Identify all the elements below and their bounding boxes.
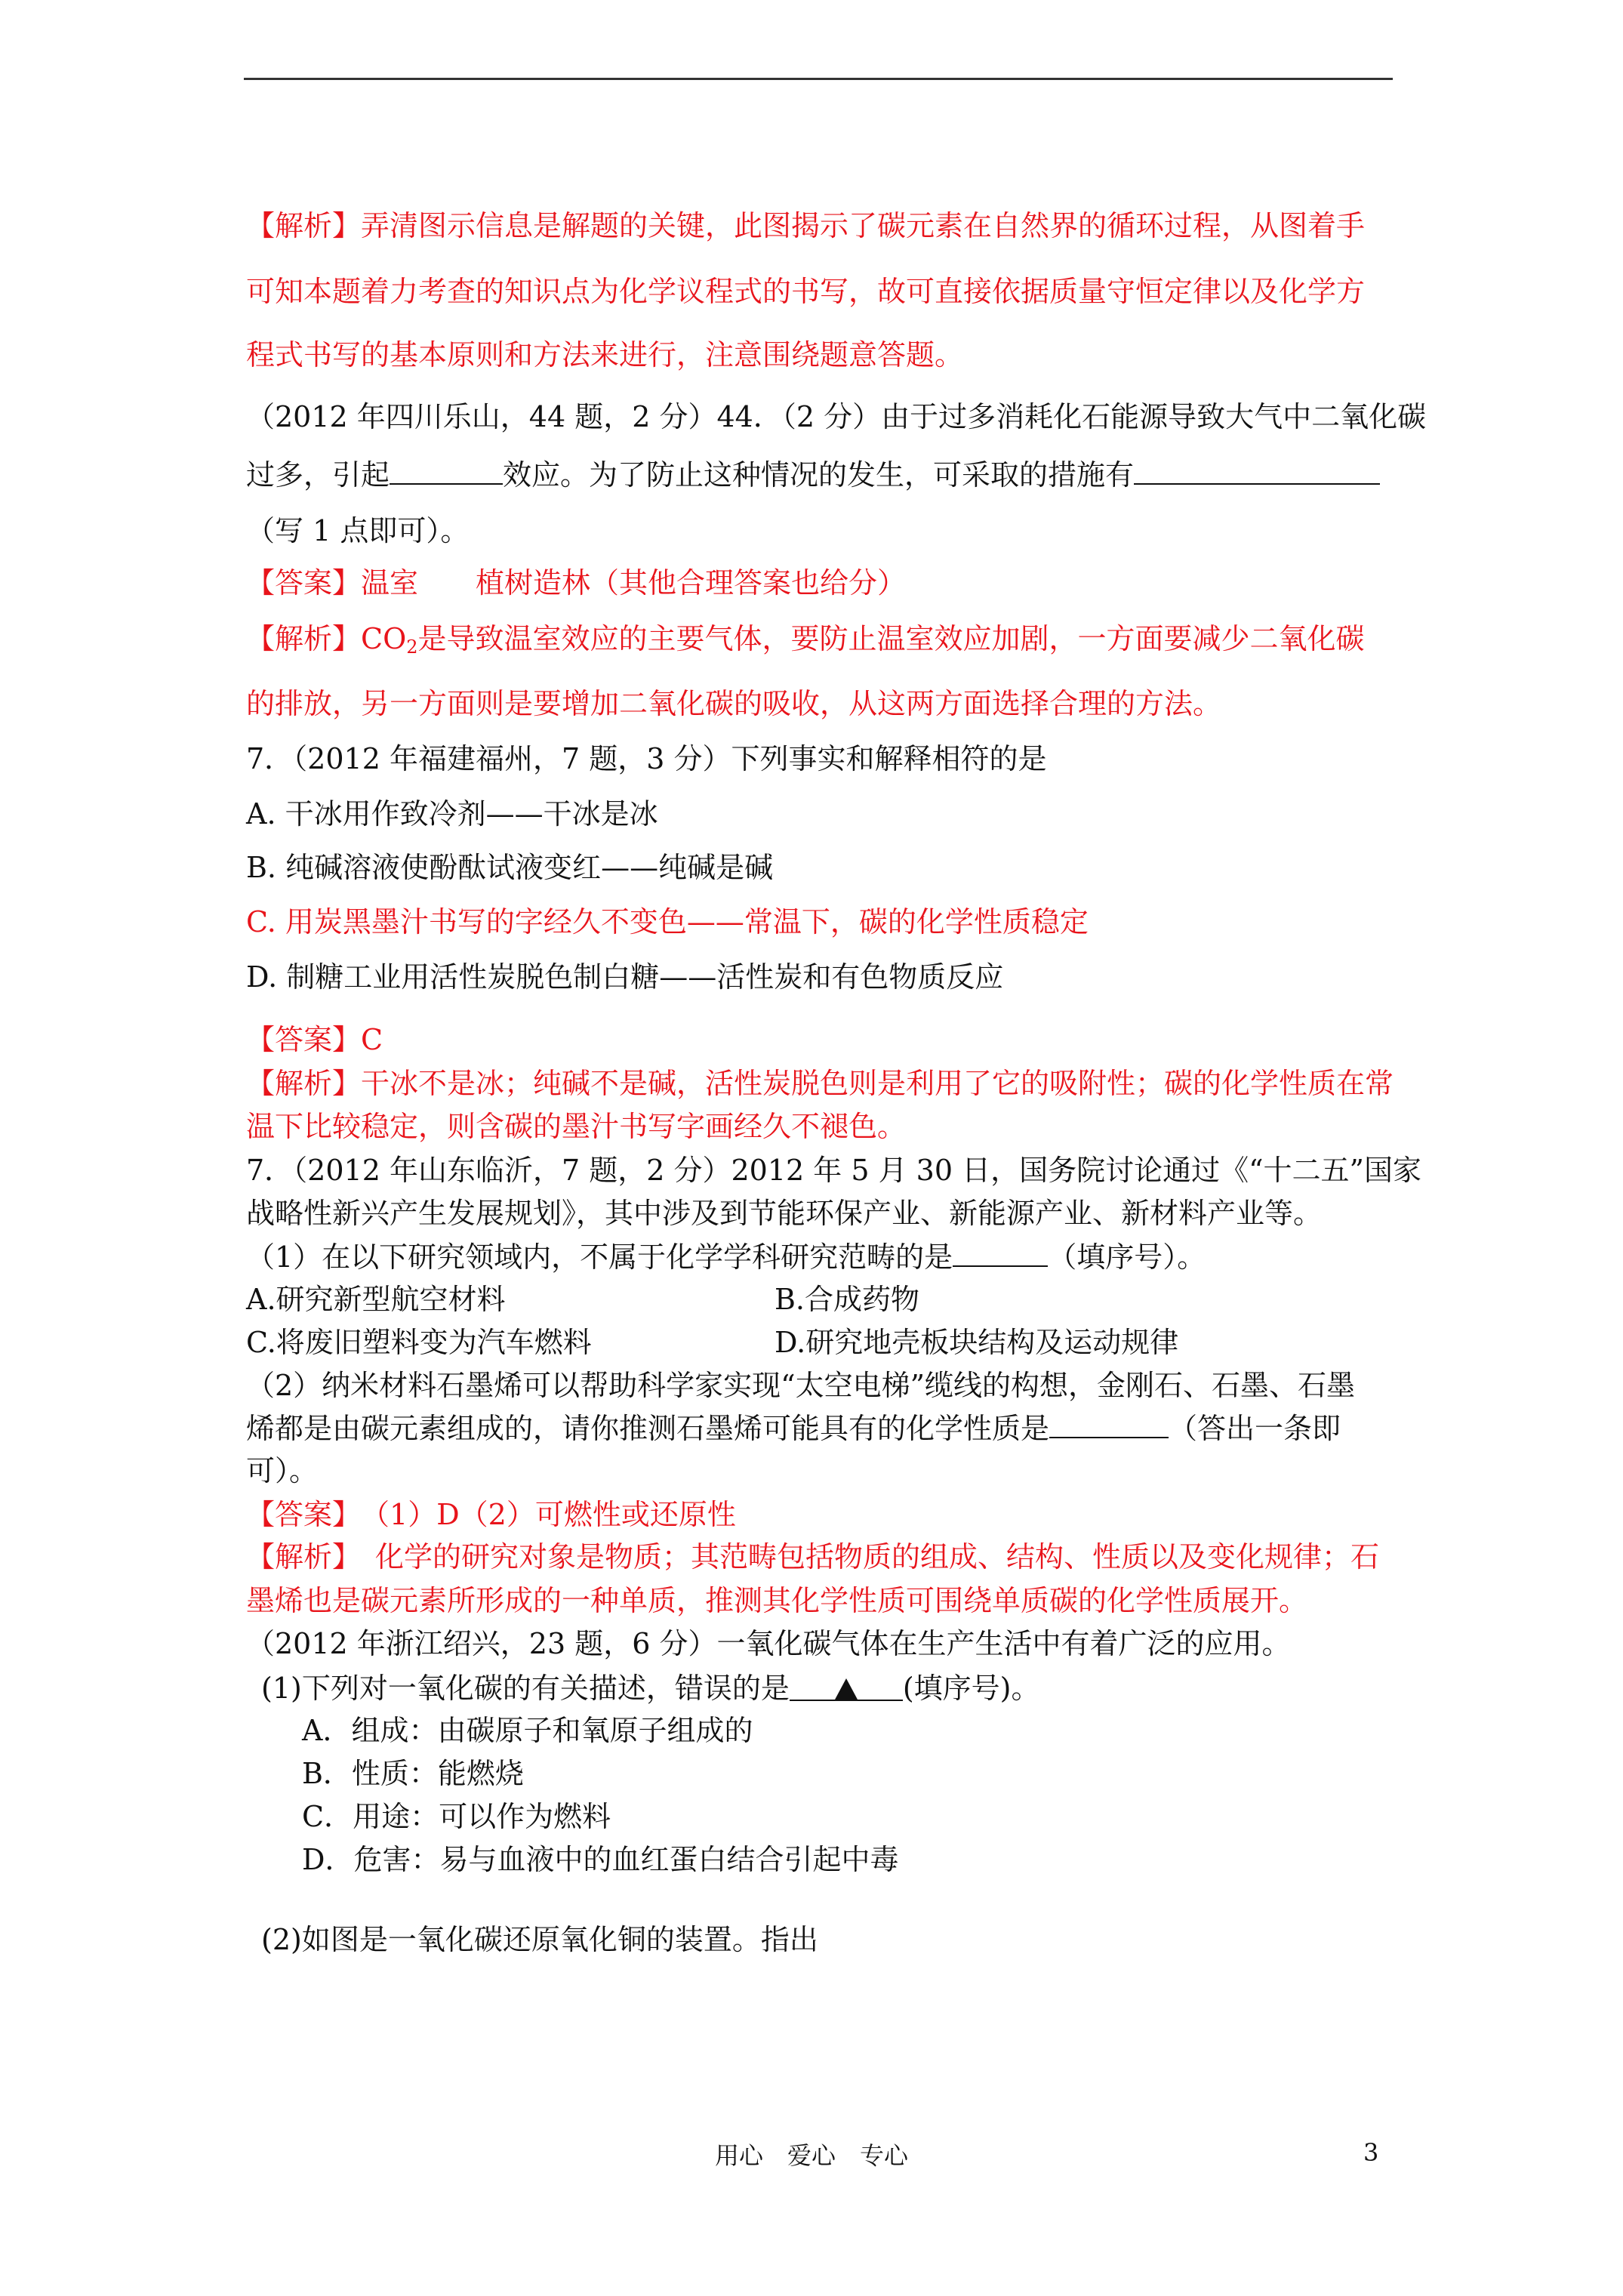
answer-blank-4 [1049,1411,1169,1438]
shaoxing-question-stem: （2012 年浙江绍兴，23 题，6 分）一氧化碳气体在生产生活中有着广泛的应用。 [246,1627,1291,1660]
page-number: 3 [1363,2138,1379,2167]
fuzhou-option-a: A. 干冰用作致冷剂——干冰是冰 [246,797,658,831]
linyi-subquestion-2-line-1: （2）纳米材料石墨烯可以帮助科学家实现“太空电梯”缆线的构想，金刚石、石墨、石墨 [246,1369,1356,1402]
answer-blank-5 [790,1671,903,1701]
shaoxing-option-d: D．危害：易与血液中的血红蛋白结合引起中毒 [302,1843,899,1876]
fuzhou-option-d: D. 制糖工业用活性炭脱色制白糖——活性炭和有色物质反应 [246,960,1004,994]
analysis-1-line-3: 程式书写的基本原则和方法来进行，注意围绕题意答题。 [246,338,964,371]
linyi-subquestion-2-line-2: 烯都是由碳元素组成的，请你推测石墨烯可能具有的化学性质是 （答出一条即 [246,1412,1341,1445]
answer-blank-3 [953,1240,1048,1267]
triangle-up-icon [835,1678,858,1700]
linyi-question-stem-2: 战略性新兴产生发展规划》，其中涉及到节能环保产业、新能源产业、新材料产业等。 [246,1197,1323,1230]
linyi-option-d: D.研究地壳板块结构及运动规律 [775,1326,1179,1359]
fuzhou-answer: 【答案】C [246,1023,383,1056]
shaoxing-option-c: C．用途：可以作为燃料 [302,1800,611,1833]
linyi-analysis-line-1: 【解析】 化学的研究对象是物质；其范畴包括物质的组成、结构、性质以及变化规律；石 [246,1540,1380,1573]
answer-blank-1 [390,458,503,485]
shaoxing-option-a: A．组成：由碳原子和氧原子组成的 [302,1714,753,1747]
fuzhou-analysis-line-2: 温下比较稳定，则含碳的墨汁书写字画经久不褪色。 [246,1110,907,1143]
linyi-analysis-line-2: 墨烯也是碳元素所形成的一种单质，推测其化学性质可围绕单质碳的化学性质展开。 [246,1584,1308,1617]
linyi-answer: 【答案】 （1）D（2）可燃性或还原性 [246,1498,736,1531]
linyi-option-a: A.研究新型航空材料 [246,1283,506,1316]
linyi-subquestion-1: （1）在以下研究领域内，不属于化学学科研究范畴的是 （填序号）。 [246,1240,1206,1274]
linyi-option-c: C.将废旧塑料变为汽车燃料 [246,1326,592,1359]
leshan-question-line-1: （2012 年四川乐山，44 题，2 分）44．（2 分）由于过多消耗化石能源导致大气中二氧化碳 [246,400,1427,433]
shaoxing-subquestion-1: (1)下列对一氧化碳的有关描述，错误的是 (填序号)。 [261,1672,1040,1705]
linyi-subquestion-2-line-3: 可）。 [246,1454,319,1487]
shaoxing-option-b: B．性质：能燃烧 [302,1757,524,1790]
fuzhou-question-stem: 7．（2012 年福建福州，7 题，3 分）下列事实和解释相符的是 [246,742,1047,775]
answer-blank-2 [1134,458,1380,485]
analysis-1-line-2: 可知本题着力考查的知识点为化学议程式的书写，故可直接依据质量守恒定律以及化学方 [246,275,1366,308]
header-rule [244,78,1393,80]
leshan-analysis-line-1: 【解析】$CO_2$是导致温室效应的主要气体，要防止温室效应加剧，一方面要减少二氧化碳 [246,622,1365,658]
linyi-question-stem-1: 7．（2012 年山东临沂，7 题，2 分）2012 年 5 月 30 日，国务院讨论通过《“十二五”国家 [246,1154,1421,1187]
fuzhou-analysis-line-1: 【解析】干冰不是冰；纯碱不是碱，活性炭脱色则是利用了它的吸附性；碳的化学性质在常 [246,1067,1394,1100]
leshan-question-line-3: （写 1 点即可）。 [246,514,470,547]
leshan-question-line-2: 过多，引起 效应。为了防止这种情况的发生，可采取的措施有 [246,458,1380,492]
fuzhou-option-b: B. 纯碱溶液使酚酞试液变红——纯碱是碱 [246,851,774,884]
shaoxing-subquestion-2: (2)如图是一氧化碳还原氧化铜的装置。指出 [261,1923,818,1956]
linyi-option-b: B.合成药物 [775,1283,920,1316]
fuzhou-option-c: C. 用炭黑墨汁书写的字经久不变色——常温下，碳的化学性质稳定 [246,905,1089,938]
footer-motto: 用心 爱心 专心 [714,2141,908,2170]
leshan-answer: 【答案】温室 植树造林（其他合理答案也给分） [246,566,907,599]
leshan-analysis-line-2: 的排放，另一方面则是要增加二氧化碳的吸收，从这两方面选择合理的方法。 [246,687,1222,720]
analysis-1-line-1: 【解析】弄清图示信息是解题的关键，此图揭示了碳元素在自然界的循环过程，从图着手 [246,209,1366,242]
